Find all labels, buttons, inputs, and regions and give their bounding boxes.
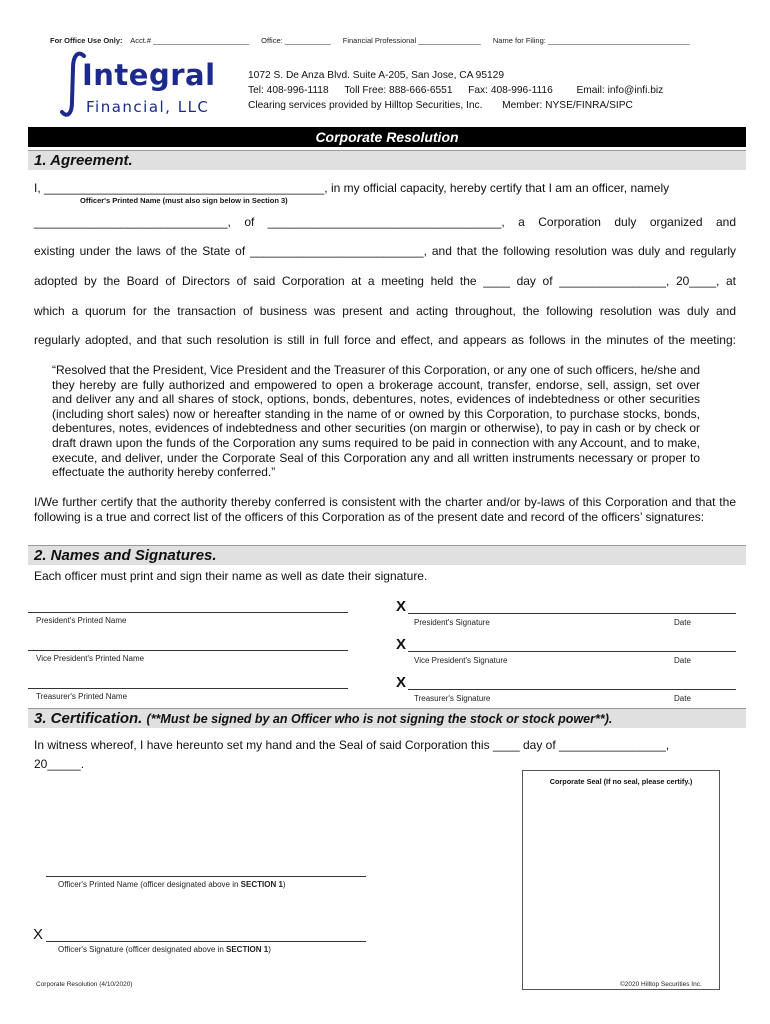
name-for-filing-field[interactable]: Name for Filing: __________________________________ — [492, 36, 690, 45]
vice-president-printed-line[interactable] — [28, 650, 348, 651]
resolution-quote: “Resolved that the President, Vice President and the Treasurer of this Corporation, or any one of such officers, he/she and they hereby are fully authorized and empowered to open a brokerage account, transfer, endorse, sell, assign, set over and deliver any and all shares of stock, options, bonds, debentures, notes, evidences of indebtedness or other securities (including short sales) now or hereafter standing in the name of or owned by this Corporation, to purchase stocks, bonds, debentures, notes, evidences of indebtedness and other securities (on margin or otherwise), to pay in cash or by check or draft drawn upon the funds of the Corporation any sums required to be paid in connection with any Account, and to make, execute, and deliver, under the Corporate Seal of this Corporation any and all written instruments necessary or proper to effectuate the authority hereby conferred.” — [52, 363, 700, 480]
certify-paragraph: I/We further certify that the authority thereby conferred is consistent with the charter and/or by-laws of this Corporation and that the following is a true and correct list of the officers of this Corporation as of the present date and record of the officers’ signatures: — [34, 495, 736, 524]
section-1-ref: SECTION 1 — [240, 880, 283, 889]
names-intro: Each officer must print and sign their name as well as date their signature. — [34, 569, 428, 583]
witness-line-2[interactable]: 20_____. — [34, 757, 85, 771]
treasurer-signature-line[interactable] — [408, 689, 736, 690]
company-info — [248, 68, 663, 113]
office-use-label: For Office Use Only: — [50, 36, 123, 45]
clearing-text: Clearing services provided by Hilltop Securities, Inc. — [248, 100, 483, 111]
president-x-mark: X — [396, 598, 407, 615]
vice-president-signature-line[interactable] — [408, 651, 736, 652]
company-address: 1072 S. De Anza Blvd. Suite A-205, San Jose, CA 95129 — [248, 70, 504, 81]
acct-field[interactable]: Acct.# _______________________ — [130, 36, 250, 45]
section-3-heading — [28, 708, 746, 728]
vice-president-printed-label: Vice President's Printed Name — [36, 654, 145, 663]
footer-form-id: Corporate Resolution (4/10/2020) — [36, 981, 133, 988]
agreement-line-6: regularly adopted, and that such resolution is still in full force and effect, and appears as follows in the minutes of the meeting: — [34, 333, 736, 347]
corporate-seal-box[interactable] — [522, 770, 720, 990]
officer-printed-line[interactable] — [46, 876, 366, 877]
vice-president-signature-label: Vice President's Signature — [414, 656, 508, 665]
agreement-line-4[interactable]: adopted by the Board of Directors of said Corporation at a meeting held the ____ day of ________________, 20____, at — [34, 274, 736, 288]
logo-brand-text: Integral — [82, 58, 216, 92]
vice-president-x-mark: X — [396, 636, 407, 653]
vice-president-date-label: Date — [674, 656, 691, 665]
section-3-note: (**Must be signed by an Officer who is not signing the stock or stock power**). — [146, 712, 613, 726]
logo-sub-text: Financial, LLC — [86, 98, 210, 116]
footer-copyright: ©2020 Hilltop Securities Inc. — [620, 981, 702, 988]
officer-signature-line[interactable] — [46, 941, 366, 942]
agreement-line-1[interactable]: I, __________________________________________, in my official capacity, hereby certify that I am an officer, namely — [34, 181, 670, 195]
treasurer-date-label: Date — [674, 694, 691, 703]
office-field[interactable]: Office: ___________ — [261, 36, 331, 45]
president-date-label: Date — [674, 618, 691, 627]
treasurer-signature-label: Treasurer's Signature — [414, 694, 491, 703]
company-tel: Tel: 408-996-1118 — [248, 85, 329, 96]
officer-x-mark: X — [33, 926, 44, 943]
president-signature-label: President's Signature — [414, 618, 490, 627]
president-printed-line[interactable] — [28, 612, 348, 613]
treasurer-x-mark: X — [396, 674, 407, 691]
officer-signature-label: Officer's Signature (officer designated above in SECTION 1) — [58, 945, 271, 954]
section-3-title: 3. Certification. — [34, 710, 143, 727]
member-text: Member: NYSE/FINRA/SIPC — [502, 100, 633, 111]
company-fax: Fax: 408-996-1116 — [468, 85, 553, 96]
section-1-ref: SECTION 1 — [226, 945, 269, 954]
treasurer-printed-label: Treasurer's Printed Name — [36, 692, 128, 701]
section-1-heading: 1. Agreement. — [28, 150, 746, 170]
agreement-line-5: which a quorum for the transaction of business was present and acting throughout, the following resolution was duly and — [34, 304, 736, 318]
document-title: Corporate Resolution — [28, 127, 746, 147]
treasurer-printed-line[interactable] — [28, 688, 348, 689]
agreement-line-3[interactable]: existing under the laws of the State of __________________________, and that the following resolution was duly and regularly — [34, 244, 736, 258]
company-logo — [60, 50, 235, 122]
president-printed-label: President's Printed Name — [36, 616, 127, 625]
agreement-line-2[interactable]: _____________________________, of ___________________________________, a Corporation duly organized and — [34, 215, 736, 229]
witness-line-1[interactable]: In witness whereof, I have hereunto set my hand and the Seal of said Corporation this ____ day of ________________, — [34, 738, 670, 752]
president-signature-line[interactable] — [408, 613, 736, 614]
office-use-line — [50, 36, 690, 45]
section-2-heading: 2. Names and Signatures. — [28, 545, 746, 565]
financial-professional-field[interactable]: Financial Professional _______________ — [342, 36, 481, 45]
company-tollfree: Toll Free: 888-666-6551 — [344, 85, 453, 96]
officer-printed-label: Officer's Printed Name (officer designated above in SECTION 1) — [58, 880, 286, 889]
corporate-seal-label: Corporate Seal (If no seal, please certify.) — [549, 777, 693, 786]
company-email: Email: info@infi.biz — [576, 85, 664, 96]
officer-name-note: Officer's Printed Name (must also sign below in Section 3) — [80, 196, 288, 205]
